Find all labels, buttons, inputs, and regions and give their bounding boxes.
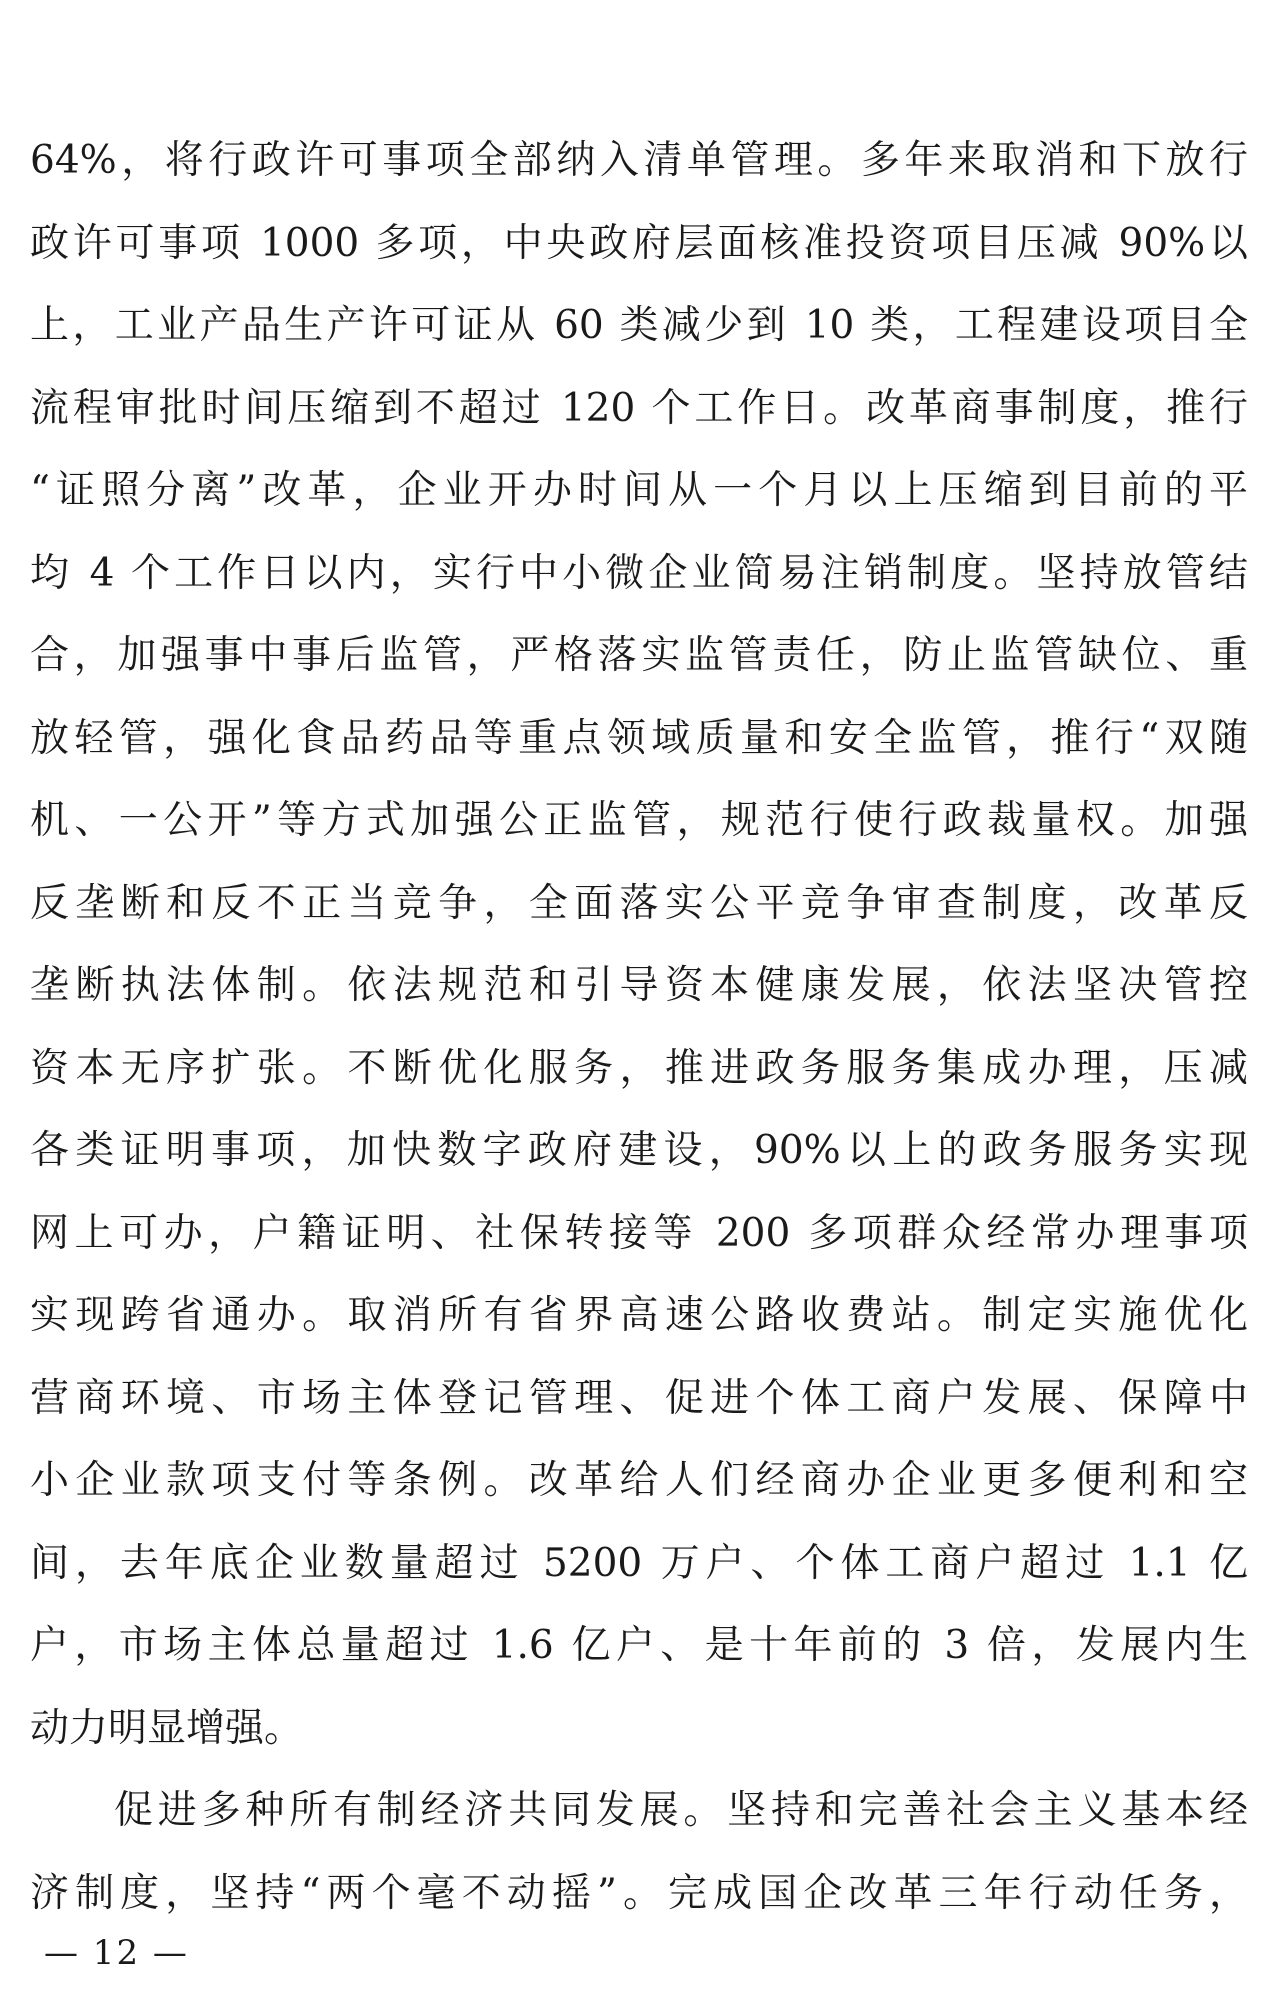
text-line-17: 小企业款项支付等条例。改革给人们经商办企业更多便利和空 [30,1458,1248,1503]
text-line-14: 网上可办，户籍证明、社保转接等 200 多项群众经常办理事项 [30,1210,1248,1256]
text-line-16: 营商环境、市场主体登记管理、促进个体工商户发展、保障中 [30,1375,1248,1421]
text-line-13: 各类证明事项，加快数字政府建设，90%以上的政务服务实现 [30,1128,1248,1173]
text-line-4: 流程审批时间压缩到不超过 120 个工作日。改革商事制度，推行 [30,385,1248,431]
text-line-11: 垄断执法体制。依法规范和引导资本健康发展，依法坚决管控 [30,963,1248,1008]
text-line-7: 合，加强事中事后监管，严格落实监管责任，防止监管缺位、重 [30,633,1248,678]
text-line-20: 动力明显增强。 [30,1705,304,1751]
text-line-18: 间，去年底企业数量超过 5200 万户、个体工商户超过 1.1 亿 [30,1540,1248,1586]
text-line-2: 政许可事项 1000 多项，中央政府层面核准投资项目压减 90%以 [30,220,1248,266]
text-line-5: “证照分离”改革，企业开办时间从一个月以上压缩到目前的平 [30,468,1248,513]
text-line-10: 反垄断和反不正当竞争，全面落实公平竞争审查制度，改革反 [30,880,1248,926]
text-line-12: 资本无序扩张。不断优化服务，推进政务服务集成办理，压减 [30,1045,1248,1091]
text-line-21: 促进多种所有制经济共同发展。坚持和完善社会主义基本经 [114,1788,1248,1833]
text-line-9: 机、一公开”等方式加强公正监管，规范行使行政裁量权。加强 [30,798,1248,843]
text-line-19: 户，市场主体总量超过 1.6 亿户、是十年前的 3 倍，发展内生 [30,1623,1248,1668]
text-line-6: 均 4 个工作日以内，实行中小微企业简易注销制度。坚持放管结 [30,550,1248,596]
text-line-22: 济制度，坚持“两个毫不动摇”。完成国企改革三年行动任务， [30,1870,1248,1916]
text-line-3: 上，工业产品生产许可证从 60 类减少到 10 类，工程建设项目全 [30,303,1248,348]
body-text [30,120,1248,1935]
text-line-15: 实现跨省通办。取消所有省界高速公路收费站。制定实施优化 [30,1293,1248,1338]
page-number: — 12 — [44,1933,189,1973]
text-line-8: 放轻管，强化食品药品等重点领域质量和安全监管，推行“双随 [30,715,1248,761]
text-line-1: 64%，将行政许可事项全部纳入清单管理。多年来取消和下放行 [30,138,1248,183]
